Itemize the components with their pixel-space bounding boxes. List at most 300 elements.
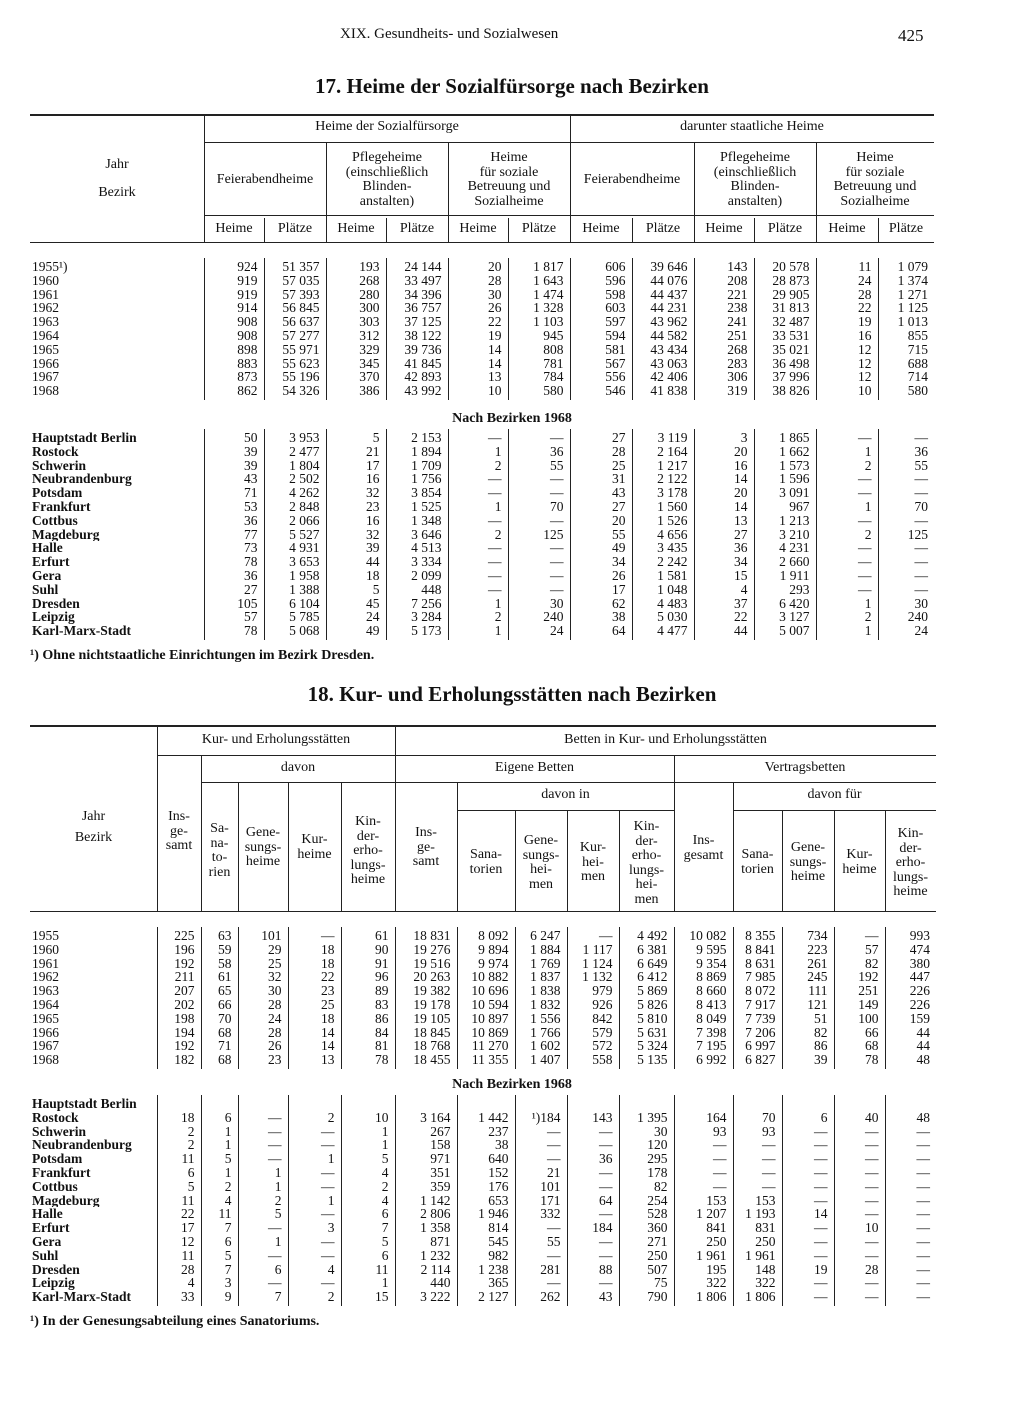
table-cell: 65 <box>201 984 238 998</box>
table-cell: — <box>782 1125 834 1139</box>
table-cell: 143 <box>694 258 754 274</box>
table-cell: 1 804 <box>264 459 326 473</box>
col-head-pflege-line: anstalten) <box>359 193 415 209</box>
table-cell: 1 193 <box>733 1207 782 1221</box>
table-cell: — <box>288 1166 341 1180</box>
table-cell: 1 560 <box>632 500 694 514</box>
head-line: torien <box>741 861 774 877</box>
row-label: Cottbus <box>32 1179 78 1194</box>
col-head-heime: Heime <box>705 221 743 236</box>
table-cell: 6 827 <box>733 1053 782 1069</box>
row-label: Gera <box>32 1234 62 1249</box>
table-cell: — <box>567 1138 619 1152</box>
col-head-kinder <box>341 815 395 888</box>
table-cell: — <box>288 1125 341 1139</box>
table-cell: 38 122 <box>386 329 448 343</box>
table-cell: 380 <box>885 957 936 971</box>
table-cell: 3 <box>694 429 754 445</box>
table-cell: 1 <box>238 1166 288 1180</box>
table-cell: 545 <box>457 1235 515 1249</box>
table-row <box>30 597 934 611</box>
table-cell: 1 709 <box>386 459 448 473</box>
table-cell: 8 355 <box>733 927 782 943</box>
table-cell: — <box>567 1166 619 1180</box>
table-cell: — <box>238 1138 288 1152</box>
col-head-kinder-vertrag <box>885 827 936 900</box>
col-head-sozial-line: Heime <box>856 150 894 165</box>
table-cell: — <box>834 1138 885 1152</box>
table-row <box>30 472 934 486</box>
table-cell: 2 164 <box>632 445 694 459</box>
table-row <box>30 970 936 984</box>
table-cell <box>457 1095 515 1111</box>
table-cell: 192 <box>157 957 201 971</box>
table-row <box>30 957 936 971</box>
table-cell: — <box>448 472 508 486</box>
table-cell: 1 <box>288 1194 341 1208</box>
table-cell: 556 <box>570 370 632 384</box>
head-line: men <box>634 891 659 907</box>
table-cell <box>885 1095 936 1111</box>
table-cell: 32 <box>326 528 386 542</box>
table-cell: 3 127 <box>754 610 816 624</box>
table-cell: — <box>878 472 934 486</box>
head-line: sungs- <box>789 854 827 870</box>
table-cell: — <box>885 1152 936 1166</box>
table-cell: 7 917 <box>733 998 782 1012</box>
head-line: Kur- <box>579 840 607 855</box>
table-cell: 32 <box>238 970 288 984</box>
table-cell: 386 <box>326 384 386 400</box>
col-head-kurheime-vertrag <box>834 848 885 877</box>
row-label: 1964 <box>32 997 59 1012</box>
table-cell: 862 <box>204 384 264 400</box>
table-cell: 86 <box>782 1039 834 1053</box>
table-cell: 100 <box>834 1012 885 1026</box>
head-line: heime <box>790 869 826 884</box>
table-cell: 1 961 <box>733 1249 782 1263</box>
table-cell: 784 <box>508 370 570 384</box>
table-cell: 10 <box>816 384 878 400</box>
table-cell: 10 082 <box>674 927 733 943</box>
table-cell: 3 953 <box>264 429 326 445</box>
table-cell: 27 <box>570 429 632 445</box>
table-cell <box>782 1095 834 1111</box>
head-line: rien <box>208 864 231 880</box>
table-cell: 250 <box>733 1235 782 1249</box>
head-line: der- <box>899 840 922 856</box>
table-cell: 312 <box>326 329 386 343</box>
table-cell: 18 <box>326 569 386 583</box>
table-cell: 15 <box>694 569 754 583</box>
table-row <box>30 1053 936 1069</box>
table-cell: 24 <box>508 624 570 640</box>
table-cell: 261 <box>782 957 834 971</box>
table-cell: 1 <box>238 1235 288 1249</box>
table-cell: 9 974 <box>457 957 515 971</box>
col-head-pflege-line: Blinden- <box>362 179 412 194</box>
table-cell: 55 623 <box>264 357 326 371</box>
table-cell: 11 <box>816 258 878 274</box>
head-line: na- <box>210 835 229 851</box>
row-label: Leipzig <box>32 610 75 625</box>
table-cell: 17 <box>157 1221 201 1235</box>
table-cell: — <box>816 555 878 569</box>
table-cell: — <box>288 1249 341 1263</box>
row-label: 1961 <box>32 956 59 971</box>
table-18-title: 18. Kur- und Erholungsstätten nach Bezirken <box>307 682 717 706</box>
table-cell: 34 <box>694 555 754 569</box>
table-17-title: 17. Heime der Sozialfürsorge nach Bezirken <box>315 74 709 98</box>
table-row <box>30 1138 936 1152</box>
table-18-districts <box>30 1095 936 1306</box>
table-cell: 101 <box>515 1180 567 1194</box>
table-cell: 1 <box>341 1276 395 1290</box>
table-cell: 192 <box>834 970 885 984</box>
table-cell: — <box>834 927 885 943</box>
table-cell: 121 <box>782 998 834 1012</box>
col-head-pflege-line: (einschließlich <box>345 164 429 180</box>
table-cell: — <box>238 1221 288 1235</box>
table-cell: 1 132 <box>567 970 619 984</box>
col-head-pflege-line: Blinden- <box>730 179 780 194</box>
group-head-kur: Kur- und Erholungsstätten <box>201 732 351 747</box>
table-cell: 68 <box>201 1026 238 1040</box>
table-cell: 78 <box>341 1053 395 1069</box>
row-label: Suhl <box>32 582 59 597</box>
table-cell: 8 660 <box>674 984 733 998</box>
table-cell: — <box>878 569 934 583</box>
table-cell: 3 178 <box>632 486 694 500</box>
table-cell: 4 231 <box>754 541 816 555</box>
table-cell: 1 <box>201 1166 238 1180</box>
table-cell: 1 <box>448 500 508 514</box>
table-cell: 41 845 <box>386 357 448 371</box>
table-cell: 908 <box>204 315 264 329</box>
subgroup-head-vertrag: Vertragsbetten <box>764 760 846 775</box>
table-cell: 91 <box>341 957 395 971</box>
table-cell: 507 <box>619 1263 674 1277</box>
table-cell: 30 <box>448 288 508 302</box>
table-cell: — <box>674 1138 733 1152</box>
table-cell: 7 206 <box>733 1026 782 1040</box>
table-cell: 19 382 <box>395 984 457 998</box>
table-cell: 1 <box>341 1138 395 1152</box>
table-cell: 78 <box>204 624 264 640</box>
table-cell: — <box>515 1221 567 1235</box>
table-cell: — <box>878 486 934 500</box>
table-cell: 1 <box>201 1138 238 1152</box>
table-cell: 2 122 <box>632 472 694 486</box>
table-cell: 1 348 <box>386 514 448 528</box>
table-cell: 1 124 <box>567 957 619 971</box>
table-cell: 12 <box>816 343 878 357</box>
table-cell: 781 <box>508 357 570 371</box>
table-cell: 93 <box>674 1125 733 1139</box>
head-line: hei- <box>582 854 604 870</box>
table-cell: 598 <box>570 288 632 302</box>
table-cell: — <box>508 486 570 500</box>
col-head-plaetze: Plätze <box>277 221 313 236</box>
table-cell: 596 <box>570 274 632 288</box>
table-cell: 1 103 <box>508 315 570 329</box>
table-cell: — <box>448 569 508 583</box>
table-cell: 64 <box>570 624 632 640</box>
table-cell: 5 785 <box>264 610 326 624</box>
table-cell: 19 105 <box>395 1012 457 1026</box>
table-cell: 558 <box>567 1053 619 1069</box>
table-cell: 11 <box>157 1249 201 1263</box>
table-cell: 37 996 <box>754 370 816 384</box>
table-cell <box>515 1095 567 1111</box>
table-cell: 1 958 <box>264 569 326 583</box>
table-cell: 5 <box>326 583 386 597</box>
table-cell: — <box>782 1138 834 1152</box>
table-cell <box>674 1095 733 1111</box>
table-cell: 70 <box>733 1111 782 1125</box>
table-cell: 38 <box>457 1138 515 1152</box>
head-line: heime <box>842 861 877 877</box>
table-cell: 3 <box>201 1276 238 1290</box>
table-cell: 24 144 <box>386 258 448 274</box>
table-cell <box>341 1095 395 1111</box>
row-label: Leipzig <box>32 1276 75 1291</box>
table-row <box>30 1194 936 1208</box>
table-cell: 3 284 <box>386 610 448 624</box>
col-head-insgesamt-eigene <box>395 826 457 870</box>
row-label: Schwerin <box>32 1124 86 1139</box>
table-cell: 814 <box>457 1221 515 1235</box>
head-line: Sana- <box>470 847 502 862</box>
table-cell: 240 <box>508 610 570 624</box>
table-cell: 9 595 <box>674 943 733 957</box>
table-cell: 4 931 <box>264 541 326 555</box>
table-cell: — <box>288 927 341 943</box>
table-row <box>30 1207 936 1221</box>
table-cell: 105 <box>204 597 264 611</box>
table-cell: 4 656 <box>632 528 694 542</box>
table-cell: 152 <box>457 1166 515 1180</box>
table-cell: — <box>782 1235 834 1249</box>
table-cell: 17 <box>570 583 632 597</box>
table-cell: 5 068 <box>264 624 326 640</box>
table-cell: 27 <box>694 528 754 542</box>
table-row <box>30 486 934 500</box>
table-cell: 23 <box>326 500 386 514</box>
row-label: Hauptstadt Berlin <box>32 430 137 445</box>
row-label: Potsdam <box>32 486 83 500</box>
table-cell: 1 395 <box>619 1111 674 1125</box>
table-cell: 158 <box>395 1138 457 1152</box>
table-cell: 125 <box>878 528 934 542</box>
table-cell: — <box>885 1194 936 1208</box>
table-cell: — <box>567 1235 619 1249</box>
table-cell: 4 <box>201 1194 238 1208</box>
table-cell: 640 <box>457 1152 515 1166</box>
table-cell: 55 971 <box>264 343 326 357</box>
table-cell: 528 <box>619 1207 674 1221</box>
head-line: erho- <box>631 848 662 863</box>
col-head-bezirk: Bezirk <box>74 830 113 845</box>
table-cell: 10 696 <box>457 984 515 998</box>
table-cell: 10 869 <box>457 1026 515 1040</box>
table-cell: — <box>238 1125 288 1139</box>
table-cell: 319 <box>694 384 754 400</box>
table-cell: 55 <box>878 459 934 473</box>
table-18-header <box>30 725 936 913</box>
table-cell: 597 <box>570 315 632 329</box>
head-line: gesamt <box>683 847 724 863</box>
row-label: Dresden <box>32 596 80 611</box>
table-cell: 6 <box>782 1111 834 1125</box>
table-cell: 21 <box>515 1166 567 1180</box>
table-cell: 20 <box>694 486 754 500</box>
table-cell: 22 <box>694 610 754 624</box>
table-cell: 223 <box>782 943 834 957</box>
table-cell: — <box>834 1152 885 1166</box>
table-cell: 96 <box>341 970 395 984</box>
table-cell: 1 271 <box>878 288 934 302</box>
table-cell: — <box>288 1138 341 1152</box>
table-cell: 2 153 <box>386 429 448 445</box>
table-cell: 20 578 <box>754 258 816 274</box>
table-cell: 28 <box>570 445 632 459</box>
table-cell: 971 <box>395 1152 457 1166</box>
table-cell: 221 <box>694 288 754 302</box>
table-cell: 36 <box>508 445 570 459</box>
table-cell: 55 <box>515 1235 567 1249</box>
table-cell: 26 <box>238 1039 288 1053</box>
table-cell: 61 <box>341 927 395 943</box>
table-cell: — <box>885 1221 936 1235</box>
table-row <box>30 1276 936 1290</box>
table-cell: 1 <box>341 1125 395 1139</box>
table-cell: 2 099 <box>386 569 448 583</box>
table-cell: — <box>885 1276 936 1290</box>
table-cell: 51 <box>782 1012 834 1026</box>
table-18-years <box>30 927 936 1069</box>
table-cell: 580 <box>878 384 934 400</box>
table-cell: — <box>567 1276 619 1290</box>
table-cell: 1 142 <box>395 1194 457 1208</box>
table-cell: 14 <box>782 1207 834 1221</box>
table-cell <box>834 1095 885 1111</box>
row-label: 1967 <box>32 1039 59 1054</box>
table-cell: 211 <box>157 970 201 984</box>
table-18-subheading: Nach Bezirken 1968 <box>452 1077 572 1092</box>
table-cell: 251 <box>834 984 885 998</box>
head-line: Ins- <box>168 809 190 824</box>
table-cell: 4 513 <box>386 541 448 555</box>
table-row <box>30 541 934 555</box>
table-cell: — <box>567 1125 619 1139</box>
table-cell: 5 <box>201 1249 238 1263</box>
table-cell: — <box>448 486 508 500</box>
table-cell: 6 997 <box>733 1039 782 1053</box>
table-cell: — <box>238 1276 288 1290</box>
head-line: Gene- <box>790 840 826 855</box>
table-cell: 1 756 <box>386 472 448 486</box>
table-row <box>30 998 936 1012</box>
head-line: ge- <box>417 839 435 855</box>
row-label: Halle <box>32 1207 63 1222</box>
table-cell: 5 030 <box>632 610 694 624</box>
table-cell: 30 <box>238 984 288 998</box>
table-cell: 56 637 <box>264 315 326 329</box>
col-head-insgesamt-vertrag <box>674 834 733 863</box>
table-cell: — <box>733 1138 782 1152</box>
table-cell: 57 393 <box>264 288 326 302</box>
table-cell: 184 <box>567 1221 619 1235</box>
table-cell: 42 893 <box>386 370 448 384</box>
table-cell: 3 334 <box>386 555 448 569</box>
table-cell: 36 <box>204 569 264 583</box>
table-cell: 8 631 <box>733 957 782 971</box>
table-cell: 898 <box>204 343 264 357</box>
table-cell: 24 <box>878 624 934 640</box>
row-label: 1966 <box>32 356 59 371</box>
table-cell: 25 <box>288 998 341 1012</box>
table-cell: 12 <box>816 357 878 371</box>
table-cell: 1 832 <box>515 998 567 1012</box>
table-cell: 25 <box>238 957 288 971</box>
table-cell: — <box>508 583 570 597</box>
table-cell: 28 <box>238 998 288 1012</box>
table-cell: 10 <box>834 1221 885 1235</box>
table-cell: 35 021 <box>754 343 816 357</box>
table-cell: 2 <box>816 459 878 473</box>
table-cell: 2 114 <box>395 1263 457 1277</box>
table-cell: 262 <box>515 1290 567 1306</box>
table-cell: 4 262 <box>264 486 326 500</box>
table-cell: 1 <box>288 1152 341 1166</box>
group-head-all: Heime der Sozialfürsorge <box>315 119 459 134</box>
table-cell: 873 <box>204 370 264 384</box>
table-cell: 20 <box>570 514 632 528</box>
table-cell: 919 <box>204 274 264 288</box>
table-cell: 39 <box>204 445 264 459</box>
table-cell: 5 <box>326 429 386 445</box>
col-head-plaetze: Plätze <box>399 221 435 236</box>
subgroup-head-davon: davon <box>280 760 316 775</box>
col-head-sozial-line: Heime <box>490 150 528 165</box>
table-cell: 125 <box>508 528 570 542</box>
table-cell: 28 <box>448 274 508 288</box>
table-cell: 245 <box>782 970 834 984</box>
table-cell: 30 <box>878 597 934 611</box>
col-head-plaetze: Plätze <box>645 221 681 236</box>
table-17-footnote: ¹) Ohne nichtstaatliche Einrichtungen im Bezirk Dresden. <box>30 648 375 663</box>
table-cell: 77 <box>204 528 264 542</box>
col-head-sozial-line: Sozialheime <box>474 193 544 209</box>
table-cell <box>567 1095 619 1111</box>
table-cell: 1 388 <box>264 583 326 597</box>
table-row <box>30 1221 936 1235</box>
table-cell: — <box>816 583 878 597</box>
table-cell: 3 091 <box>754 486 816 500</box>
table-cell: 9 <box>201 1290 238 1306</box>
table-cell: 66 <box>201 998 238 1012</box>
col-head-feier-state: Feierabendheime <box>583 172 681 187</box>
table-row <box>30 274 934 288</box>
table-cell: 1 358 <box>395 1221 457 1235</box>
table-cell: 3 210 <box>754 528 816 542</box>
table-cell: 1 232 <box>395 1249 457 1263</box>
table-cell: 474 <box>885 943 936 957</box>
head-line: Gene- <box>523 833 559 848</box>
table-cell: 2 806 <box>395 1207 457 1221</box>
table-cell: 45 <box>326 597 386 611</box>
